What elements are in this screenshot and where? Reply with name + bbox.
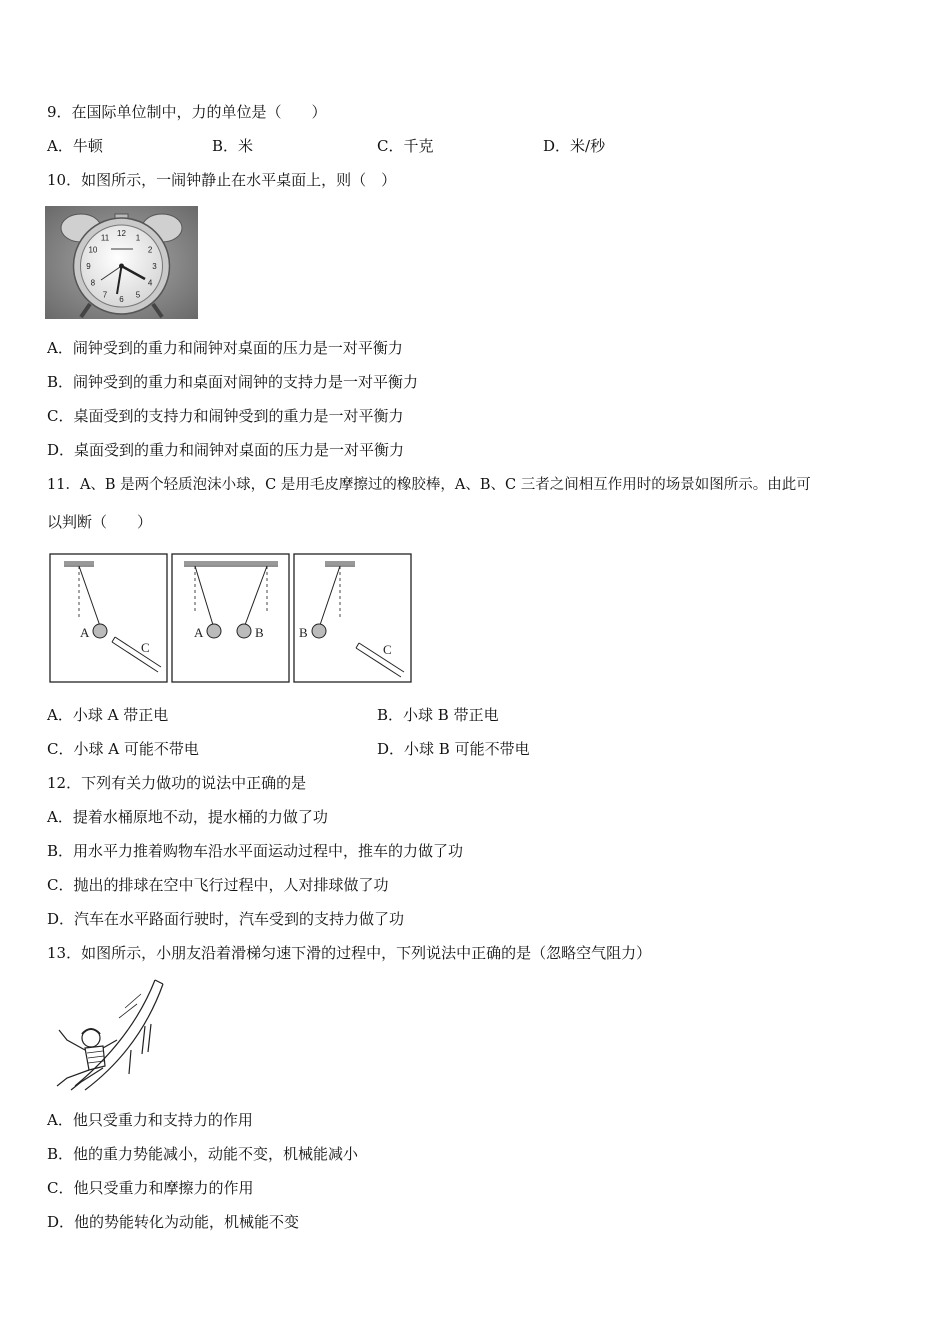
q12-option-c: C．抛出的排球在空中飞行过程中，人对排球做了功 (47, 876, 389, 894)
panel-1 (50, 554, 167, 682)
clock-numeral: 2 (147, 245, 153, 255)
q11-option-c: C．小球 A 可能不带电 (47, 740, 199, 758)
clock-numeral: 8 (90, 278, 96, 288)
clock-numeral: 7 (102, 290, 108, 300)
label-a: A (80, 625, 90, 640)
clock-numeral: 6 (119, 295, 124, 304)
q11-option-b: B．小球 B 带正电 (377, 706, 499, 724)
q9-option-d: D．米/秒 (543, 137, 606, 155)
clock-numeral: 9 (86, 262, 91, 271)
q10-option-c: C．桌面受到的支持力和闹钟受到的重力是一对平衡力 (47, 407, 404, 425)
q11-stem-line1: 11．A、B 是两个轻质泡沫小球，C 是用毛皮摩擦过的橡胶棒，A、B、C 三者之间相互作用时的场景如图所示。由此可 (47, 477, 811, 493)
child-on-slide-drawing (45, 978, 167, 1093)
clock-numeral: 1 (135, 233, 141, 243)
q12-option-d: D．汽车在水平路面行驶时，汽车受到的支持力做了功 (47, 910, 405, 928)
clock-numeral: 12 (117, 229, 126, 238)
q10-option-a: A．闹钟受到的重力和闹钟对桌面的压力是一对平衡力 (47, 339, 403, 357)
label-b: B (255, 625, 264, 640)
clock-numeral: 5 (135, 290, 141, 300)
q9-option-a: A．牛顿 (47, 137, 103, 155)
label-c: C (141, 640, 150, 655)
q9-option-b: B．米 (212, 137, 254, 155)
alarm-clock-photo (45, 206, 198, 319)
clock-numeral: 10 (88, 245, 98, 255)
q9-stem: 9．在国际单位制中，力的单位是（ ） (47, 103, 327, 121)
label-b: B (299, 625, 308, 640)
q12-option-a: A．提着水桶原地不动，提水桶的力做了功 (47, 808, 328, 826)
q13-option-b: B．他的重力势能减小，动能不变，机械能减小 (47, 1145, 359, 1163)
q12-stem: 12．下列有关力做功的说法中正确的是 (47, 774, 307, 792)
q13-option-d: D．他的势能转化为动能，机械能不变 (47, 1213, 300, 1231)
clock-numeral: 4 (147, 278, 153, 288)
panel-2 (172, 554, 289, 682)
q11-stem-line2: 以判断（ ） (47, 513, 153, 531)
clock-numeral: 3 (152, 262, 157, 271)
q11-option-a: A．小球 A 带正电 (47, 706, 169, 724)
q9-option-c: C．千克 (377, 137, 434, 155)
q10-option-b: B．闹钟受到的重力和桌面对闹钟的支持力是一对平衡力 (47, 373, 419, 391)
charged-balls-figure (48, 552, 414, 684)
q10-stem: 10．如图所示，一闹钟静止在水平桌面上，则（ ） (47, 171, 397, 189)
q11-option-d: D．小球 B 可能不带电 (377, 740, 530, 758)
q13-stem: 13．如图所示，小朋友沿着滑梯匀速下滑的过程中，下列说法中正确的是（忽略空气阻力） (47, 944, 652, 962)
clock-numeral: 11 (100, 233, 110, 243)
q10-option-d: D．桌面受到的重力和闹钟对桌面的压力是一对平衡力 (47, 441, 405, 459)
q13-option-a: A．他只受重力和支持力的作用 (47, 1111, 253, 1129)
q12-option-b: B．用水平力推着购物车沿水平面运动过程中，推车的力做了功 (47, 842, 464, 860)
panel-3 (294, 554, 411, 682)
q13-option-c: C．他只受重力和摩擦力的作用 (47, 1179, 254, 1197)
label-c: C (383, 642, 392, 657)
label-a: A (194, 625, 204, 640)
